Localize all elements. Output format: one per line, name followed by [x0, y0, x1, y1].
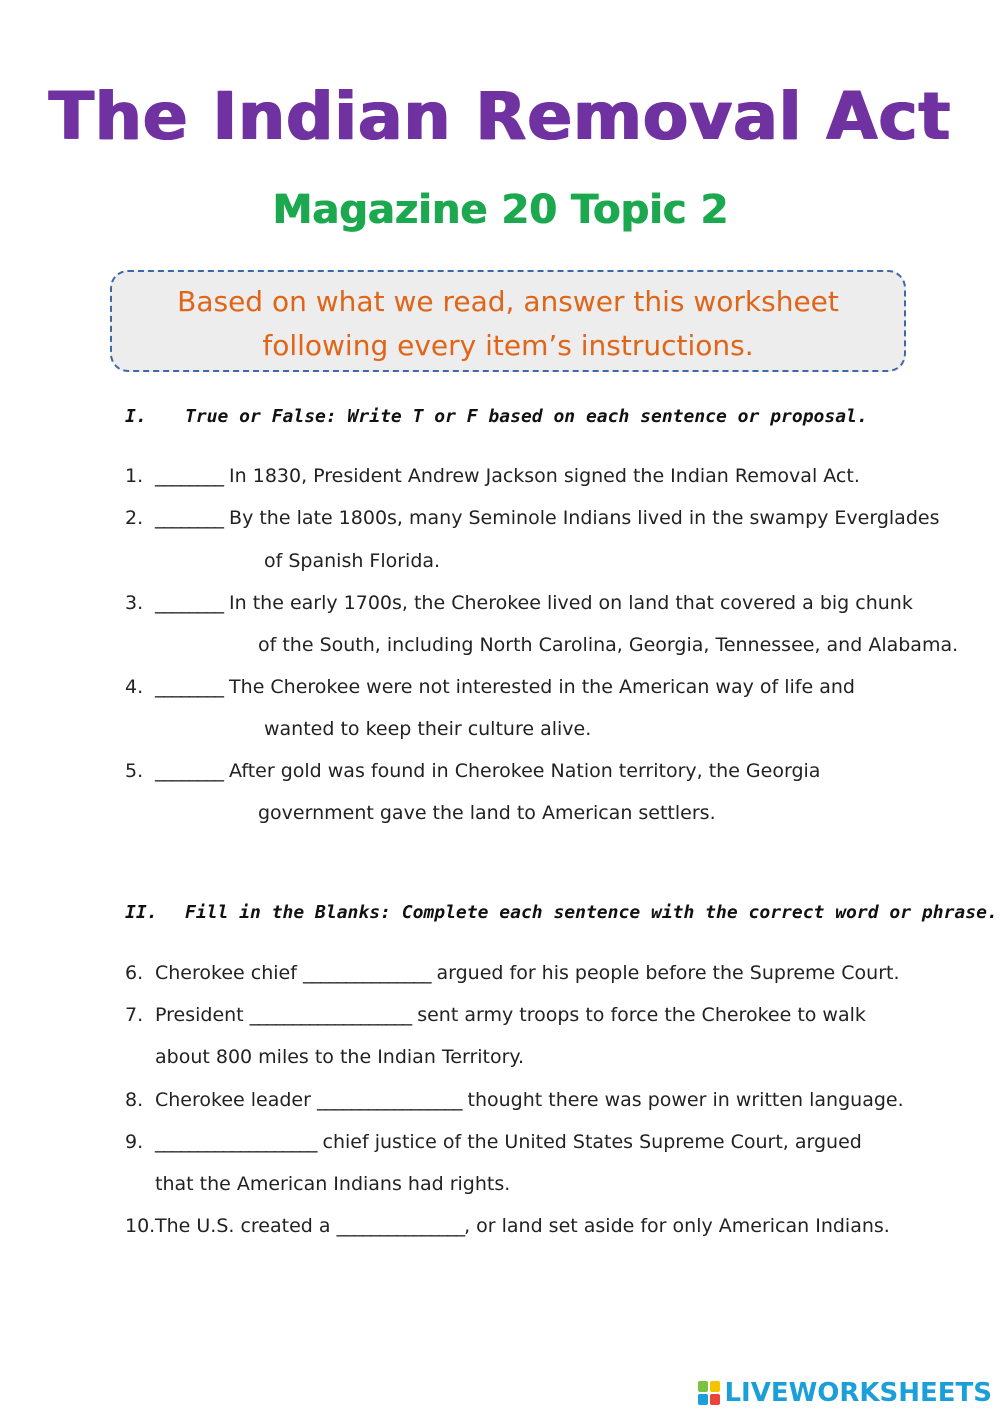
answer-blank[interactable]: ___________________	[155, 1131, 317, 1153]
answer-blank[interactable]: ________	[155, 507, 223, 529]
question-number: 10.	[125, 1215, 156, 1237]
question-3	[125, 592, 913, 614]
answer-blank[interactable]: ________	[155, 465, 223, 487]
question-2	[125, 507, 939, 529]
question-number: 6.	[125, 962, 144, 984]
worksheet-subtitle: Magazine 20 Topic 2	[272, 187, 728, 233]
question-text-post: argued for his people before the Supreme Court.	[430, 962, 900, 984]
instructions-box	[110, 270, 906, 372]
question-text-post: chief justice of the United States Supreme Court, argued	[316, 1131, 862, 1153]
question-text-pre: Cherokee leader	[155, 1089, 317, 1111]
question-9	[125, 1131, 862, 1153]
question-number: 9.	[125, 1131, 144, 1153]
answer-blank[interactable]: ________	[155, 676, 223, 698]
section-1-heading	[125, 406, 868, 427]
question-text-post: , or land set aside for only American Indians.	[464, 1215, 890, 1237]
answer-blank[interactable]: ________	[155, 760, 223, 782]
question-5	[125, 760, 820, 782]
question-text: The Cherokee were not interested in the American way of life and	[223, 676, 855, 698]
question-7-continuation: about 800 miles to the Indian Territory.	[155, 1046, 524, 1068]
answer-blank[interactable]: _________________	[316, 1089, 462, 1111]
worksheet-title: The Indian Removal Act	[48, 78, 952, 155]
section-1-number: I.	[125, 406, 147, 427]
question-5-continuation: government gave the land to American settlers.	[258, 802, 716, 824]
question-text-post: sent army troops to force the Cherokee to walk	[411, 1004, 866, 1026]
section-1-heading-text: True or False: Write T or F based on each sentence or proposal.	[185, 406, 868, 427]
instructions-line-2: following every item’s instructions.	[262, 329, 754, 362]
question-number: 8.	[125, 1089, 144, 1111]
answer-blank[interactable]: ___________________	[249, 1004, 412, 1026]
question-2-continuation: of Spanish Florida.	[264, 550, 441, 572]
answer-blank[interactable]: ________	[155, 592, 223, 614]
answer-blank[interactable]: _______________	[336, 1215, 465, 1237]
question-text-pre: President	[155, 1004, 250, 1026]
question-10	[125, 1215, 890, 1237]
instructions-line-1: Based on what we read, answer this worksheet	[177, 285, 839, 318]
question-number: 2.	[125, 507, 144, 529]
question-text-pre: Cherokee chief	[155, 962, 303, 984]
logo-icon	[698, 1381, 720, 1405]
question-number: 4.	[125, 676, 144, 698]
logo-text: LIVEWORKSHEETS	[724, 1378, 992, 1408]
question-text: In the early 1700s, the Cherokee lived on land that covered a big chunk	[223, 592, 913, 614]
question-4	[125, 676, 855, 698]
question-9-continuation: that the American Indians had rights.	[155, 1173, 511, 1195]
question-1	[125, 465, 860, 487]
liveworksheets-logo[interactable]	[698, 1376, 992, 1410]
question-number: 1.	[125, 465, 144, 487]
question-text: In 1830, President Andrew Jackson signed the Indian Removal Act.	[223, 465, 860, 487]
question-4-continuation: wanted to keep their culture alive.	[264, 718, 592, 740]
question-7	[125, 1004, 866, 1026]
section-2-heading	[125, 902, 998, 923]
question-8	[125, 1089, 904, 1111]
question-number: 7.	[125, 1004, 144, 1026]
question-number: 3.	[125, 592, 144, 614]
answer-blank[interactable]: _______________	[302, 962, 431, 984]
section-2-number: II.	[125, 902, 158, 923]
question-text: By the late 1800s, many Seminole Indians lived in the swampy Everglades	[223, 507, 940, 529]
question-text: After gold was found in Cherokee Nation territory, the Georgia	[223, 760, 821, 782]
question-text-pre: The U.S. created a	[155, 1215, 337, 1237]
question-number: 5.	[125, 760, 144, 782]
question-6	[125, 962, 900, 984]
question-text-post: thought there was power in written language.	[461, 1089, 904, 1111]
question-3-continuation: of the South, including North Carolina, Georgia, Tennessee, and Alabama.	[258, 634, 959, 656]
section-2-heading-text: Fill in the Blanks: Complete each sentence with the correct word or phrase.	[185, 902, 998, 923]
